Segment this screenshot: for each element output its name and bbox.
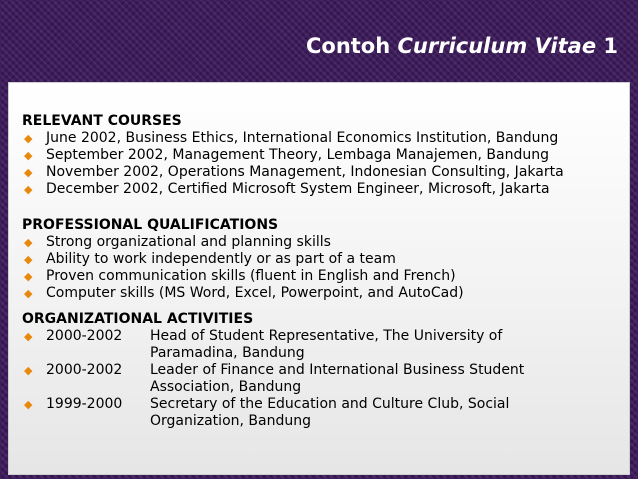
list-item-text: Strong organizational and planning skills <box>46 234 331 250</box>
diamond-bullet-icon: ◆ <box>24 398 33 411</box>
list-item-text: September 2002, Management Theory, Lembaga Manajemen, Bandung <box>46 147 549 163</box>
organizational-activities-section <box>22 311 622 430</box>
list-item <box>22 181 622 198</box>
list-item-text: June 2002, Business Ethics, International Economics Institution, Bandung <box>46 130 559 146</box>
section-heading: PROFESSIONAL QUALIFICATIONS <box>22 217 279 233</box>
section-heading: ORGANIZATIONAL ACTIVITIES <box>22 311 254 327</box>
list-item <box>22 328 622 362</box>
diamond-bullet-icon: ◆ <box>24 166 33 179</box>
diamond-bullet-icon: ◆ <box>24 253 33 266</box>
courses-list <box>22 130 622 198</box>
list-item <box>22 164 622 181</box>
slide-title <box>306 34 618 58</box>
diamond-bullet-icon: ◆ <box>24 330 33 343</box>
qualifications-list <box>22 234 622 302</box>
list-item-text: Ability to work independently or as part of a team <box>46 251 396 267</box>
cv-content <box>22 113 622 449</box>
title-prefix: Contoh <box>305 34 398 58</box>
list-item <box>22 251 622 268</box>
diamond-bullet-icon: ◆ <box>24 149 33 162</box>
list-item <box>22 285 622 302</box>
list-item <box>22 268 622 285</box>
activity-description: Leader of Finance and International Business Student Association, Bandung <box>150 362 525 395</box>
title-suffix: 1 <box>596 34 618 58</box>
diamond-bullet-icon: ◆ <box>24 132 33 145</box>
list-item <box>22 396 622 430</box>
list-item <box>22 147 622 164</box>
professional-qualifications-section <box>22 217 622 302</box>
activity-years: 2000-2002 <box>46 362 123 378</box>
activity-description: Head of Student Representative, The University of Paramadina, Bandung <box>150 328 503 361</box>
list-item-text: November 2002, Operations Management, Indonesian Consulting, Jakarta <box>46 164 564 180</box>
diamond-bullet-icon: ◆ <box>24 236 33 249</box>
activities-list <box>22 328 622 430</box>
diamond-bullet-icon: ◆ <box>24 270 33 283</box>
diamond-bullet-icon: ◆ <box>24 287 33 300</box>
activity-years: 2000-2002 <box>46 328 123 344</box>
activity-years: 1999-2000 <box>46 396 123 412</box>
diamond-bullet-icon: ◆ <box>24 183 33 196</box>
list-item <box>22 234 622 251</box>
section-heading: RELEVANT COURSES <box>22 113 182 129</box>
list-item-text: December 2002, Certified Microsoft System Engineer, Microsoft, Jakarta <box>46 181 550 197</box>
diamond-bullet-icon: ◆ <box>24 364 33 377</box>
title-italic: Curriculum Vitae <box>397 34 597 58</box>
list-item <box>22 362 622 396</box>
list-item-text: Proven communication skills (fluent in English and French) <box>46 268 456 284</box>
activity-description: Secretary of the Education and Culture Club, Social Organization, Bandung <box>150 396 510 429</box>
list-item-text: Computer skills (MS Word, Excel, Powerpoint, and AutoCad) <box>46 285 464 301</box>
list-item <box>22 130 622 147</box>
relevant-courses-section <box>22 113 622 198</box>
